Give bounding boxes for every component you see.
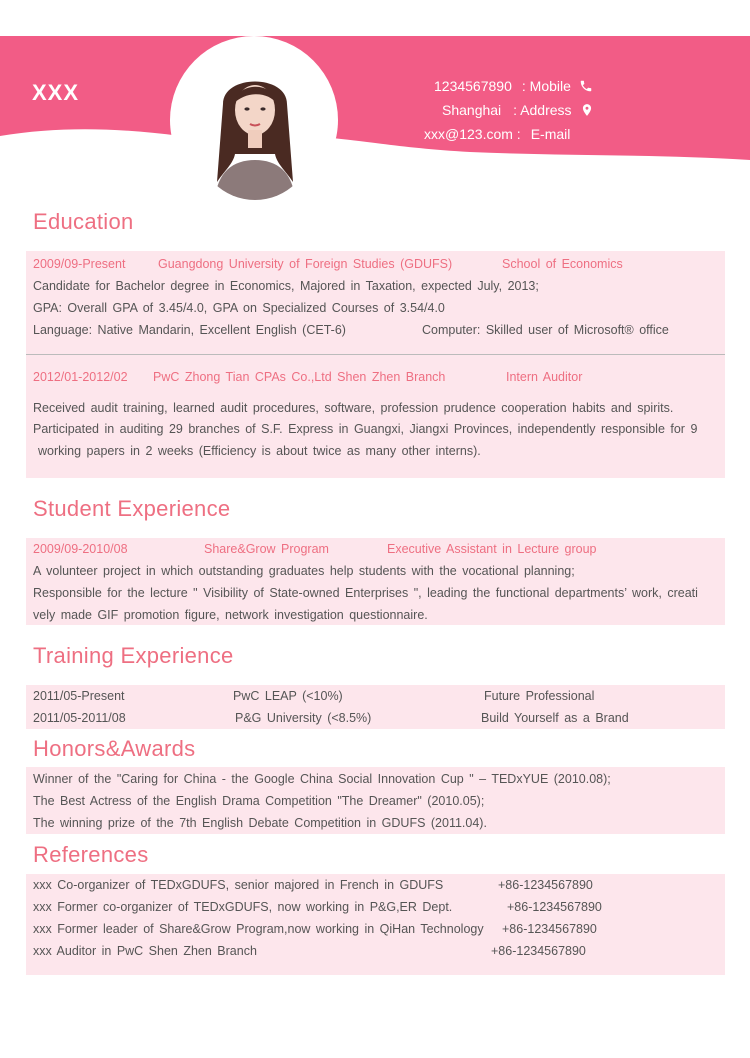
address-row — [442, 102, 594, 118]
training-row2-date: 2011/05-2011/08 — [33, 711, 126, 725]
mobile-label: : Mobile — [521, 78, 571, 94]
mobile-row — [434, 78, 593, 94]
reference-3-text: xxx Former leader of Share&Grow Program,now working in QiHan Technology — [33, 922, 484, 936]
training-row2-note: Build Yourself as a Brand — [481, 711, 629, 725]
address-value: Shanghai — [442, 102, 502, 118]
reference-4-phone: +86-1234567890 — [491, 944, 586, 958]
email-value: xxx@123.com : — [424, 126, 521, 142]
edu2-date: 2012/01-2012/02 — [33, 370, 128, 384]
edu1-language: Language: Native Mandarin, Excellent English (CET-6) — [33, 323, 346, 337]
training-title: Training Experience — [33, 643, 234, 668]
reference-2-phone: +86-1234567890 — [507, 900, 602, 914]
student-title: Student Experience — [33, 496, 231, 521]
edu1-line1: Candidate for Bachelor degree in Economics, Majored in Taxation, expected July, 2013; — [33, 279, 539, 293]
honor-item-3: The winning prize of the 7th English Debate Competition in GDUFS (2011.04). — [33, 816, 487, 830]
student-line1: A volunteer project in which outstanding graduates help students with the vocational planning; — [33, 564, 575, 578]
reference-3-phone: +86-1234567890 — [502, 922, 597, 936]
edu1-line2: GPA: Overall GPA of 3.45/4.0, GPA on Specialized Courses of 3.54/4.0 — [33, 301, 445, 315]
edu2-line1: Received audit training, learned audit procedures, software, profession prudence cooperation habits and spirits. — [33, 401, 674, 415]
honor-item-1: Winner of the "Caring for China - the Google China Social Innovation Cup " – TEDxYUE (2010.08); — [33, 772, 611, 786]
mobile-value: 1234567890 — [434, 78, 512, 94]
address-label: : Address — [513, 102, 572, 118]
edu1-computer: Computer: Skilled user of Microsoft® office — [422, 323, 669, 337]
education-divider — [26, 354, 725, 355]
edu1-dept: School of Economics — [502, 257, 623, 271]
reference-1-phone: +86-1234567890 — [498, 878, 593, 892]
email-row — [424, 126, 570, 142]
edu1-org: Guangdong University of Foreign Studies (GDUFS) — [158, 257, 453, 271]
student-date: 2009/09-2010/08 — [33, 542, 128, 556]
email-label: E-mail — [530, 126, 571, 142]
student-line3: vely made GIF promotion figure, network investigation questionnaire. — [33, 608, 428, 622]
training-row2-org: P&G University (<8.5%) — [235, 711, 372, 725]
profile-photo — [197, 64, 313, 200]
phone-icon — [579, 79, 593, 93]
student-line2: Responsible for the lecture " Visibility of State-owned Enterprises ", leading the functional departments’ work, creati — [33, 586, 698, 600]
edu2-line2: Participated in auditing 29 branches of S.F. Express in Guangxi, Jiangxi Provinces, independently responsible for 9 — [33, 422, 698, 436]
reference-2-text: xxx Former co-organizer of TEDxGDUFS, now working in P&G,ER Dept. — [33, 900, 453, 914]
candidate-name: XXX — [32, 80, 80, 105]
education-title: Education — [33, 209, 134, 234]
edu1-date: 2009/09-Present — [33, 257, 126, 271]
references-title: References — [33, 842, 149, 867]
edu2-line3: working papers in 2 weeks (Efficiency is about twice as many other interns). — [38, 444, 481, 458]
training-row1-org: PwC LEAP (<10%) — [233, 689, 343, 703]
honor-item-2: The Best Actress of the English Drama Competition "The Dreamer" (2010.05); — [33, 794, 485, 808]
training-row1-note: Future Professional — [484, 689, 595, 703]
edu2-org: PwC Zhong Tian CPAs Co.,Ltd Shen Zhen Branch — [153, 370, 446, 384]
reference-1-text: xxx Co-organizer of TEDxGDUFS, senior majored in French in GDUFS — [33, 878, 444, 892]
reference-4-text: xxx Auditor in PwC Shen Zhen Branch — [33, 944, 257, 958]
honors-title: Honors&Awards — [33, 736, 196, 761]
edu2-role: Intern Auditor — [506, 370, 583, 384]
student-role: Executive Assistant in Lecture group — [387, 542, 597, 556]
header-banner — [0, 36, 750, 176]
training-row1-date: 2011/05-Present — [33, 689, 125, 703]
student-org: Share&Grow Program — [204, 542, 329, 556]
location-pin-icon — [580, 103, 594, 117]
